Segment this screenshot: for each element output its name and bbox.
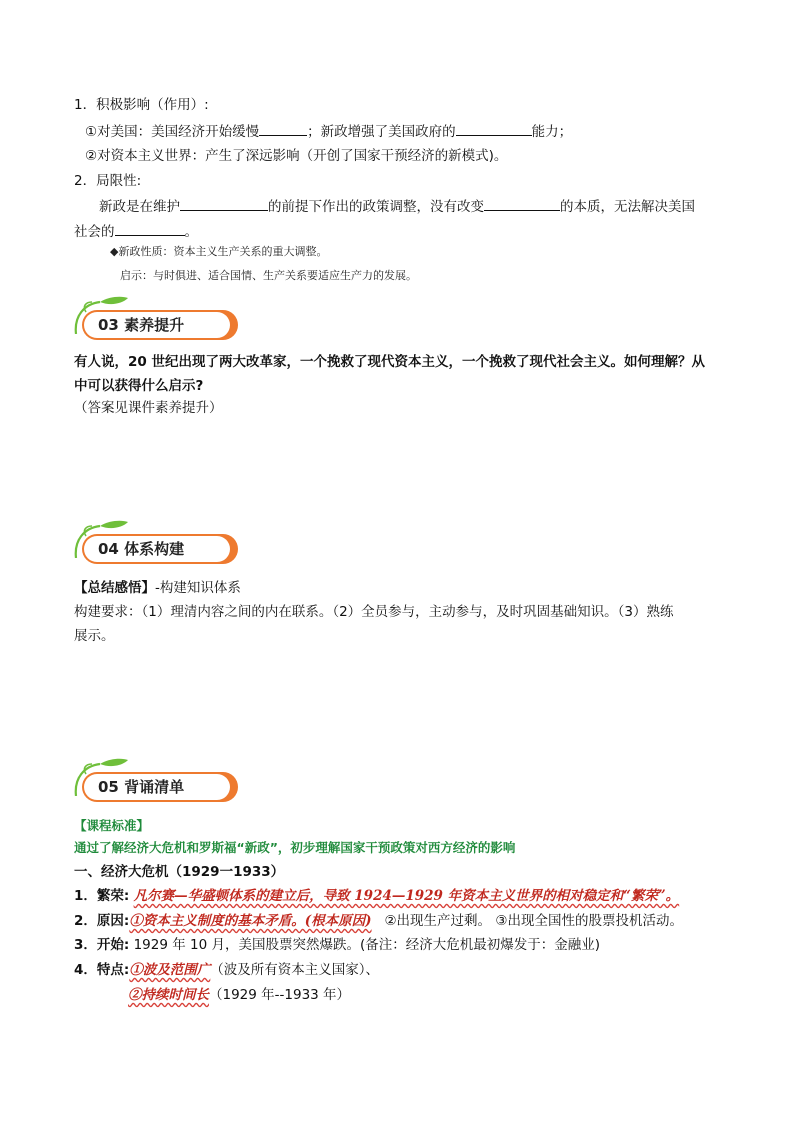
note-insight: 启示：与时俱进、适合国情、生产关系要适应生产力的发展。: [120, 269, 417, 282]
curriculum-standard-title: 【课程标准】: [74, 818, 150, 833]
point-features: 4．特点:①波及范围广（波及所有资本主义国家）、: [74, 962, 380, 978]
item2-title: 2．局限性:: [74, 173, 142, 189]
section-header-04: [70, 518, 240, 568]
point-features-cont: ②持续时间长（1929 年--1933 年）: [128, 987, 351, 1003]
item1-line-a: ①对美国：美国经济开始缓慢 ；新政增强了美国政府的 能力；: [85, 121, 572, 142]
section-title: 05 背诵清单: [98, 778, 185, 796]
sec04-requirements-cont: 展示。: [74, 628, 115, 644]
fill-blank[interactable]: [180, 196, 268, 211]
note-nature: ◆新政性质：资本主义生产关系的重大调整。: [110, 245, 328, 258]
sec04-requirements: 构建要求：（1）理清内容之间的内在联系。（2）全员参与，主动参与，及时巩固基础知识。（3）熟练: [74, 604, 674, 620]
point-prosperity: 1．繁荣: 凡尔赛—华盛顿体系的建立后，导致 1924—1929 年资本主义世界的相对稳定和“繁荣”。: [74, 888, 680, 904]
fill-blank[interactable]: [259, 121, 307, 136]
fill-blank[interactable]: [456, 121, 532, 136]
point-start: 3．开始: 1929 年 10 月，美国股票突然爆跌。(备注：经济大危机最初爆发于：金融业): [74, 937, 601, 953]
curriculum-standard-text: 通过了解经济大危机和罗斯福“新政”，初步理解国家干预政策对西方经济的影响: [74, 840, 516, 855]
item1-line-b: ②对资本主义世界：产生了深远影响（开创了国家干预经济的新模式)。: [85, 148, 508, 164]
sec03-answer: （答案见课件素养提升）: [74, 400, 223, 416]
section-header-03: [70, 294, 240, 344]
sec04-title: 【总结感悟】-构建知识体系: [74, 580, 241, 596]
sec03-question-cont: 中可以获得什么启示?: [74, 378, 204, 394]
heading-economic-crisis: 一、经济大危机（1929一1933）: [74, 864, 285, 880]
section-title: 04 体系构建: [98, 540, 185, 558]
item1-title: 1．积极影响（作用）:: [74, 97, 209, 113]
section-header-05: [70, 756, 240, 806]
fill-blank[interactable]: [115, 221, 185, 236]
sec03-question: 有人说，20 世纪出现了两大改革家，一个挽救了现代资本主义，一个挽救了现代社会主义。如何理解？从: [74, 354, 705, 370]
item2-line-2: 社会的 。: [74, 221, 198, 242]
item2-line-1: 新政是在维护 的前提下作出的政策调整，没有改变 的本质，无法解决美国: [99, 196, 695, 217]
section-title: 03 素养提升: [98, 316, 185, 334]
point-cause: 2．原因:①资本主义制度的基本矛盾。(根本原因) ②出现生产过剩。 ③出现全国性的股票投机活动。: [74, 913, 683, 929]
fill-blank[interactable]: [484, 196, 560, 211]
